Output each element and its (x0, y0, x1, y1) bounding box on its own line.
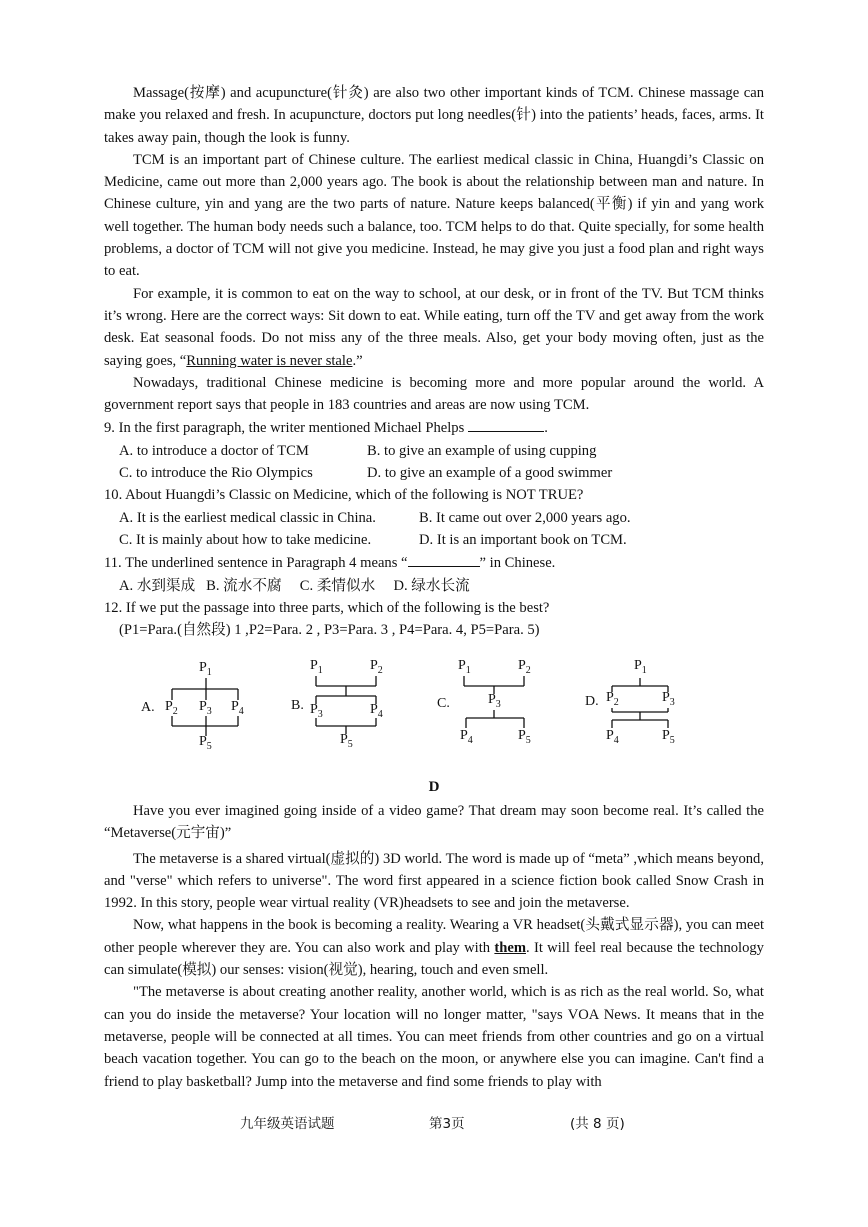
node-p3: $P_3$ (199, 699, 212, 717)
answer-blank (468, 416, 544, 432)
question-12-diagrams (104, 650, 704, 760)
answer-blank (408, 551, 480, 567)
option-c: C. to introduce the Rio Olympics (119, 465, 313, 482)
node-p2: $P_2$ (606, 690, 619, 708)
section-heading-d: D (428, 779, 440, 795)
diagram-label-d: D. (585, 694, 599, 709)
paragraph: Nowadays, traditional Chinese medicine is becoming more and more popular around the world. A government report says that people in 183 countries and areas are now using TCM. (104, 374, 764, 414)
passage-d-text (104, 800, 764, 1093)
paragraph (104, 914, 764, 981)
node-p1: $P_1$ (458, 658, 471, 676)
question-stem-end: ” in Chinese. (479, 555, 556, 572)
node-p3: $P_3$ (488, 692, 501, 710)
paragraph-text: . It will feel real because the technology can simulate(模拟) our senses: vision(视觉), hearing, touch and even smell. (104, 939, 764, 979)
passage-c-text (104, 82, 764, 641)
underlined-word: them (494, 939, 527, 956)
option-d: D. to give an example of a good swimmer (367, 465, 613, 482)
node-p2: $P_2$ (165, 699, 178, 717)
question-9-options (104, 440, 764, 462)
diagram-label-c: C. (437, 696, 450, 711)
option-b: B. to give an example of using cupping (367, 442, 597, 459)
node-p5: $P_5$ (199, 734, 212, 752)
diagram-label-b: B. (291, 698, 304, 713)
option-d: D. It is an important book on TCM. (419, 531, 627, 548)
question-9-options (104, 462, 764, 484)
paragraph: Massage(按摩) and acupuncture(针灸) are also two other important kinds of TCM. Chinese massage can make you relaxed and fresh. In acupuncture, doctors put long needles(针) into the patients’ heads, faces, arms. It takes away pain, though the look is funny. (104, 85, 764, 146)
question-12: 12. If we put the passage into three parts, which of the following is the best? (104, 599, 550, 616)
paragraph: The metaverse is a shared virtual(虚拟的) 3D world. The word is made up of “meta” ,which means beyond, and "verse" which refers to universe". The word first appeared in a science fiction book called Snow Crash in 1992. In this story, people wear virtual reality (VR)headsets to see and join the metaverse. (104, 850, 764, 912)
diagram-d (612, 678, 668, 728)
node-p3: $P_3$ (310, 702, 323, 720)
node-p1: $P_1$ (310, 658, 323, 676)
option-a: A. to introduce a doctor of TCM (119, 442, 309, 459)
option-b: B. It came out over 2,000 years ago. (419, 509, 631, 526)
node-p3: $P_3$ (662, 690, 675, 708)
question-10: 10. About Huangdi’s Classic on Medicine, which of the following is NOT TRUE? (104, 487, 584, 504)
question-stem-end: . (544, 420, 548, 437)
footer-subject: 九年级英语试题 (240, 1116, 335, 1132)
paragraph: "The metaverse is about creating another reality, another world, which is as rich as the real world. So, what can you do inside the metaverse? Your location will no longer matter, "says VOA News. It means that in the metaverse, people will be connected at all times. You can meet friends from other countries and go on a virtual beach vacation together. You can go to the beach on the moon, or anywhere else you can imagine. Can't find a friend to play basketball? Jump into the metaverse and find some friends to play with (104, 984, 764, 1090)
paragraph: Have you ever imagined going inside of a video game? That dream may soon become real. It’s called the “Metaverse(元宇宙)” (104, 803, 764, 842)
node-p4: $P_4$ (370, 702, 383, 720)
question-11-options: A. 水到渠成 B. 流水不腐 C. 柔情似水 D. 绿水长流 (119, 577, 470, 594)
paragraph-text: Now, what happens in the book is becoming a reality. Wearing a VR headset(头戴式显示器), you can meet other people wherever they are. You can also work and play with (104, 917, 764, 956)
question-12-note: (P1=Para.(自然段) 1 ,P2=Para. 2 , P3=Para. 3 , P4=Para. 4, P5=Para. 5) (119, 622, 540, 639)
paragraph-text: .” (352, 352, 363, 369)
footer-page-number: 第3页 (429, 1116, 465, 1132)
underlined-sentence: Running water is never stale (186, 352, 353, 369)
node-p1: $P_1$ (199, 660, 212, 678)
node-p2: $P_2$ (370, 658, 383, 676)
question-11 (104, 551, 764, 574)
question-stem: 9. In the first paragraph, the writer mentioned Michael Phelps (104, 420, 465, 437)
diagram-b (316, 676, 376, 734)
footer-total-pages: (共 8 页) (570, 1116, 625, 1132)
paragraph (104, 283, 764, 372)
paragraph: TCM is an important part of Chinese culture. The earliest medical classic in China, Huangdi’s Classic on Medicine, came out more than 2,000 years ago. The book is about the relationship between man and nature. In Chinese culture, yin and yang are the two parts of nature. Nature keeps balanced(平衡) if yin and yang work well together. The human body needs such a balance, too. TCM helps to do that. Quite specially, for some health problems, a doctor of TCM will not give you medicine. Instead, he may give you just a food plan and right ways to eat. (104, 151, 764, 280)
node-p4: $P_4$ (231, 699, 244, 717)
paragraph-text: For example, it is common to eat on the way to school, at our desk, or in front of the TV. But TCM thinks it’s wrong. Here are the correct ways: Sit down to eat. While eating, turn off the TV and get away from the work desk. Eat seasonal foods. Do not miss any of the three meals. Also, get your body moving often, just as the saying goes, “ (104, 285, 764, 369)
diagram-label-a: A. (141, 700, 155, 715)
node-p4: $P_4$ (606, 728, 619, 746)
question-stem: 11. The underlined sentence in Paragraph 4 means “ (104, 555, 408, 572)
option-a: A. It is the earliest medical classic in China. (119, 509, 376, 526)
node-p5: $P_5$ (518, 728, 531, 746)
node-p5: $P_5$ (662, 728, 675, 746)
node-p4: $P_4$ (460, 728, 473, 746)
question-10-options (104, 529, 764, 551)
node-p2: $P_2$ (518, 658, 531, 676)
node-p1: $P_1$ (634, 658, 647, 676)
option-c: C. It is mainly about how to take medicine. (119, 531, 372, 548)
node-p5: $P_5$ (340, 732, 353, 750)
question-10-options (104, 507, 764, 529)
question-9 (104, 416, 764, 439)
